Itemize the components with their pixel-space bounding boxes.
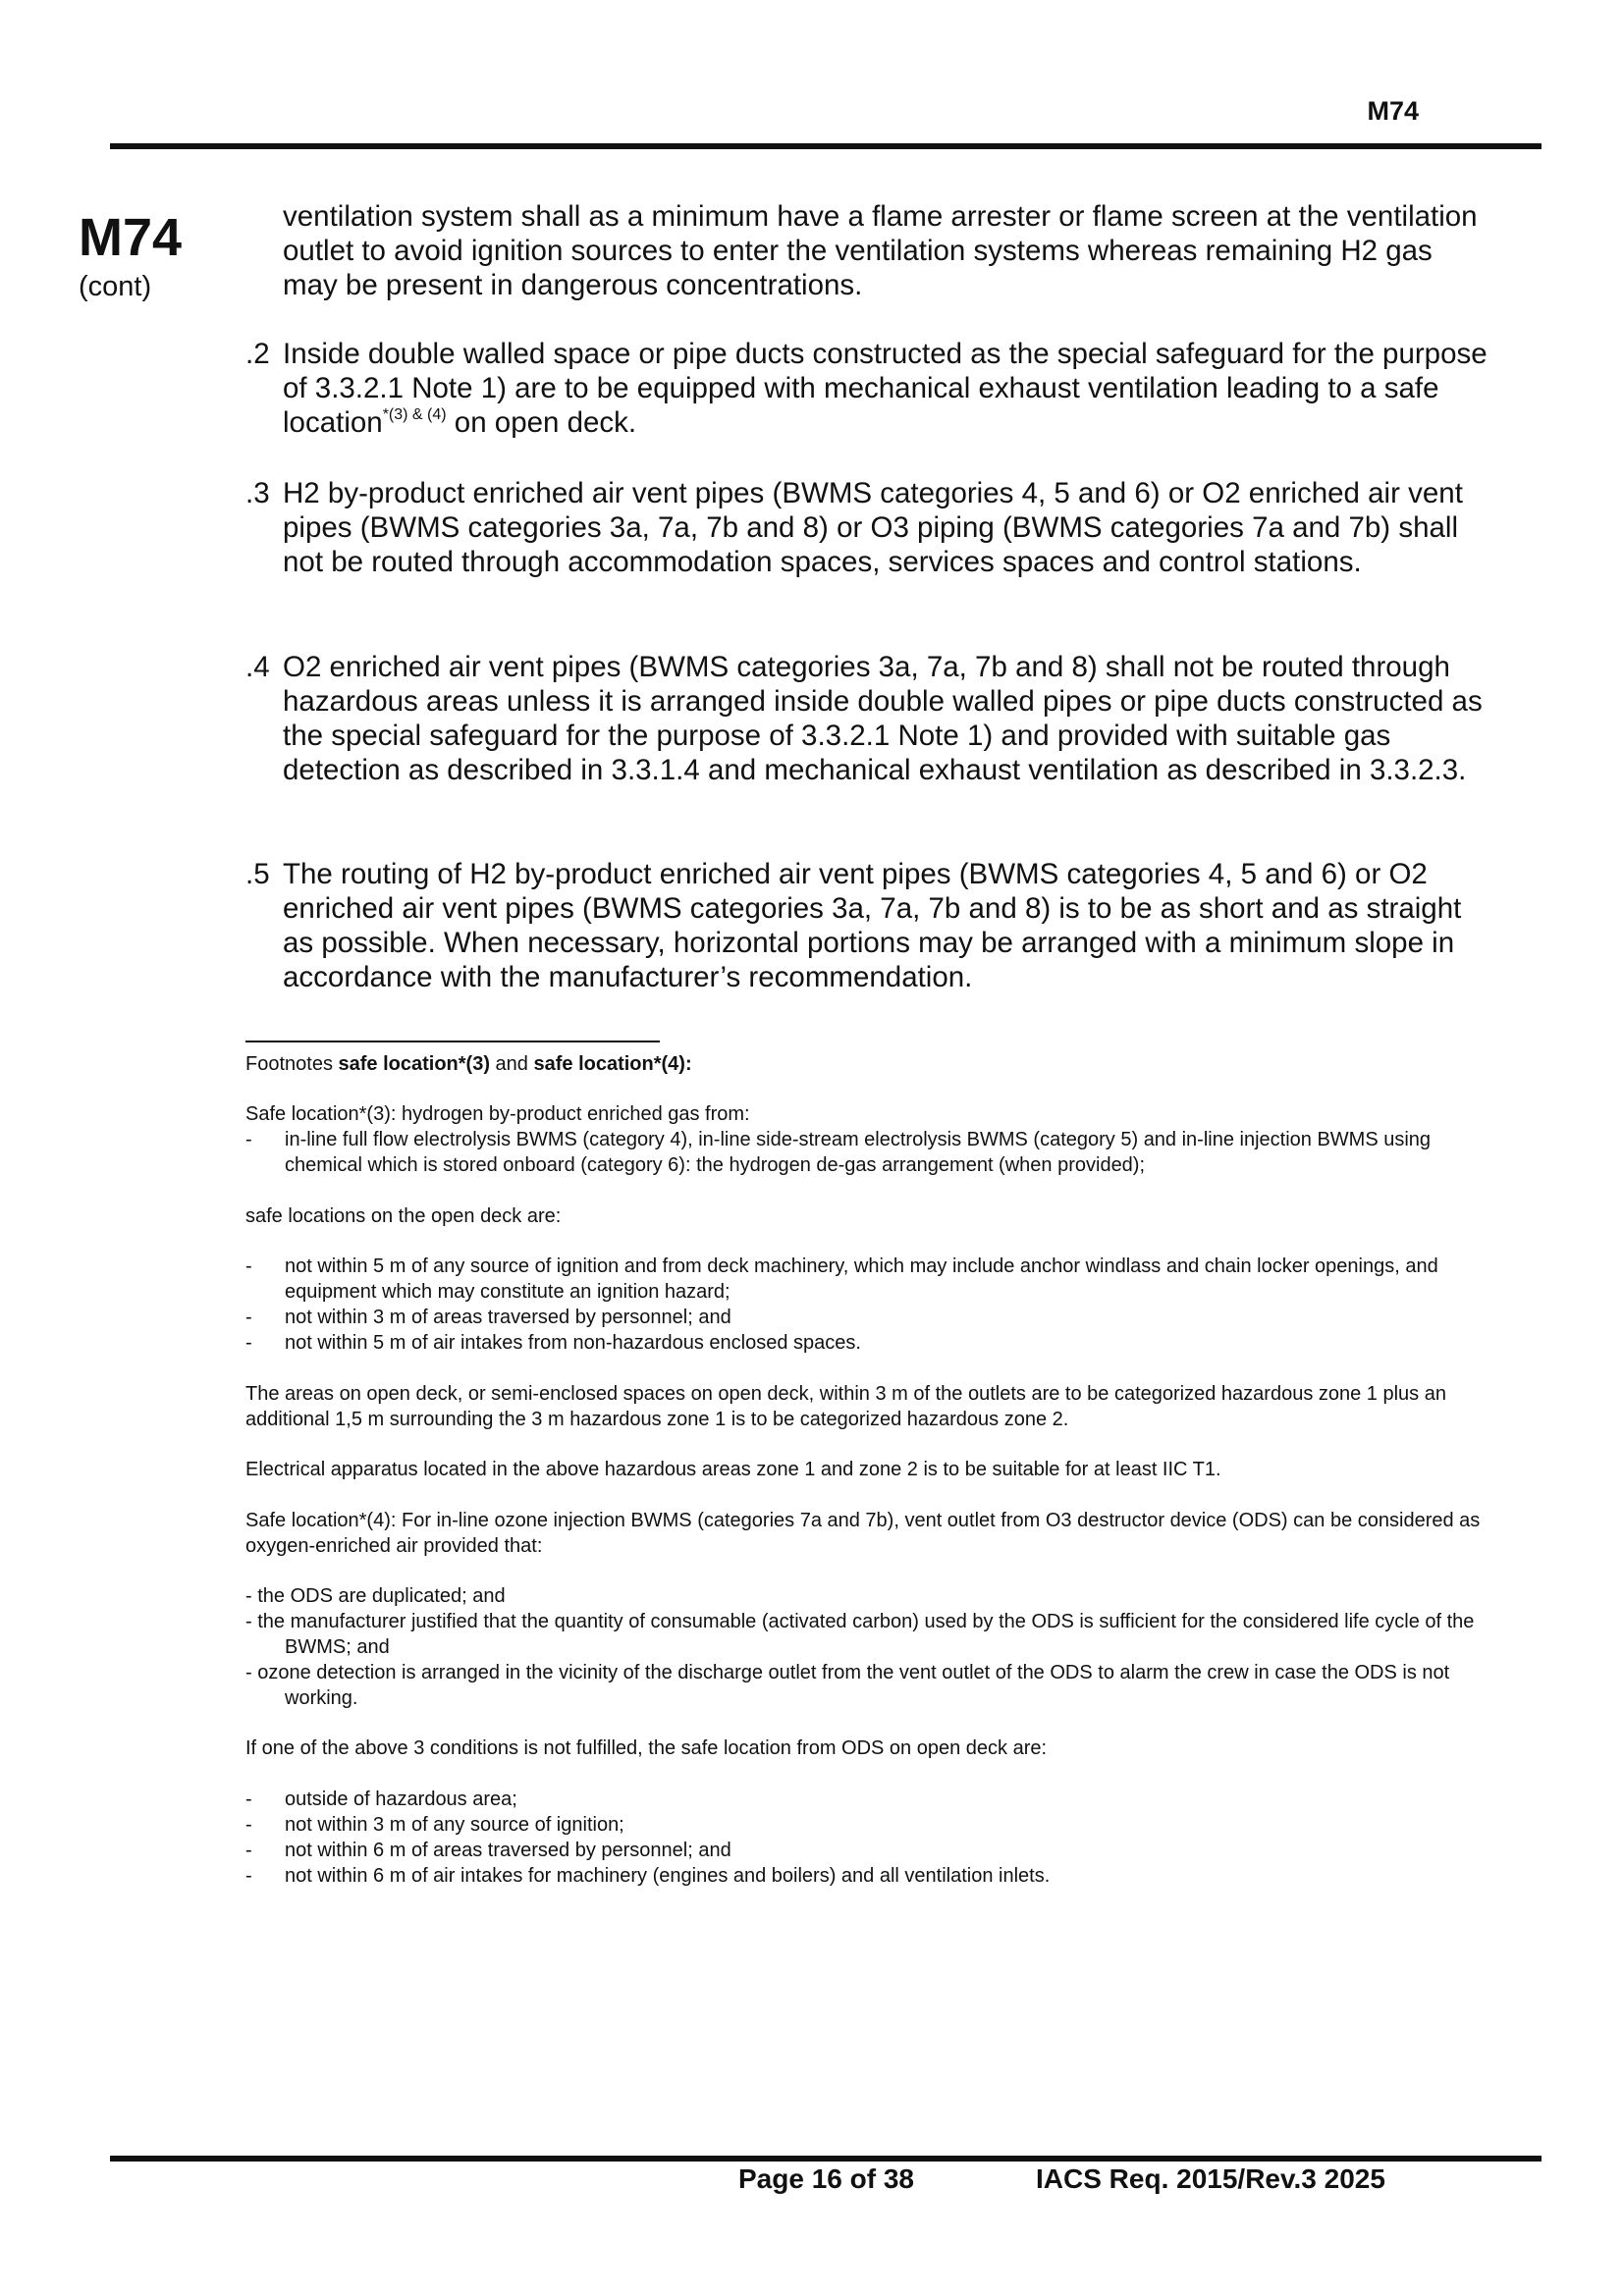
list-item-text: not within 6 m of air intakes for machinery (engines and boilers) and all ventilation inlets. bbox=[285, 1865, 1051, 1887]
list-item: - the ODS are duplicated; and bbox=[245, 1585, 506, 1607]
list-dash: - bbox=[245, 1814, 252, 1836]
paragraph-number: .5 bbox=[245, 858, 270, 890]
paragraph-number: .2 bbox=[245, 338, 270, 370]
list-item bbox=[245, 1863, 1492, 1889]
paragraph-text: H2 by-product enriched air vent pipes (BWMS categories 4, 5 and 6) or O2 enriched air vent pipes (BWMS categories 3a, 7a, 7b and 8) or O3 piping (BWMS categories 7a and 7b) shall not be routed through accommodation spaces, services spaces and control stations. bbox=[283, 477, 1463, 578]
footnote-heading-prefix: Footnotes bbox=[245, 1053, 339, 1075]
paragraph-text bbox=[283, 337, 1492, 440]
footnote-heading-mid: and bbox=[490, 1053, 534, 1075]
list-dash: - bbox=[245, 1865, 252, 1887]
list-item-text: not within 5 m of any source of ignition and from deck machinery, which may include anchor windlass and chain locker openings, and equipment which may constitute an ignition hazard; bbox=[285, 1255, 1438, 1303]
paragraph-3 bbox=[245, 476, 1492, 579]
list-dash: - bbox=[245, 1789, 252, 1810]
paragraph-text: O2 enriched air vent pipes (BWMS categories 3a, 7a, 7b and 8) shall not be routed through hazardous areas unless it is arranged inside double walled pipes or pipe ducts constructed as the special safeguard for the purpose of 3.3.2.1 Note 1) and provided with suitable gas detection as described in 3.3.1.4 and mechanical exhaust ventilation as described in 3.3.2.3. bbox=[283, 651, 1483, 786]
list-dash: - bbox=[245, 1332, 252, 1354]
footnote-safe-list bbox=[245, 1254, 1492, 1356]
footer-rule bbox=[110, 2156, 1542, 2162]
footnote-areas: The areas on open deck, or semi-enclosed spaces on open deck, within 3 m of the outlets are to be categorized hazardous zone 1 plus an additional 1,5 m surrounding the 3 m hazardous zone 1 is to be categorized hazardous zone 2. bbox=[245, 1383, 1446, 1430]
intro-paragraph: ventilation system shall as a minimum have a flame arrester or flame screen at the ventilation outlet to avoid ignition sources to enter the ventilation systems whereas remaining H2 gas may be present in dangerous concentrations. bbox=[283, 200, 1478, 301]
footnote-heading bbox=[245, 1051, 1492, 1077]
header-code: M74 bbox=[1367, 96, 1419, 126]
list-item-text: not within 6 m of areas traversed by personnel; and bbox=[285, 1840, 731, 1861]
list-dash: - bbox=[245, 1840, 252, 1861]
list-item-text: not within 3 m of any source of ignition; bbox=[285, 1814, 624, 1836]
paragraph-text: The routing of H2 by-product enriched air vent pipes (BWMS categories 4, 5 and 6) or O2 enriched air vent pipes (BWMS categories 3a, 7a, 7b and 8) is to be as short and as straight as possible. When necessary, horizontal portions may be arranged with a minimum slope in accordance with the manufacturer’s recommendation. bbox=[283, 858, 1462, 993]
paragraph-text-b: on open deck. bbox=[446, 406, 637, 439]
list-dash: - bbox=[245, 1255, 252, 1277]
list-item bbox=[245, 1812, 1492, 1838]
list-item bbox=[245, 1127, 1492, 1178]
footnote-sl4-intro: Safe location*(4): For in-line ozone injection BWMS (categories 7a and 7b), vent outlet from O3 destructor device (ODS) can be considered as oxygen-enriched air provided that: bbox=[245, 1510, 1481, 1557]
paragraph-text-a: Inside double walled space or pipe ducts constructed as the special safeguard for the purpose of 3.3.2.1 Note 1) are to be equipped with mechanical exhaust ventilation leading to a safe location bbox=[283, 338, 1488, 439]
footnote-heading-bold-2: safe location*(4): bbox=[533, 1053, 692, 1075]
list-item: - the manufacturer justified that the quantity of consumable (activated carbon) used by the ODS is sufficient for the considered life cycle of the BWMS; and bbox=[245, 1611, 1475, 1658]
list-dash: - bbox=[245, 1307, 252, 1328]
list-item bbox=[245, 1254, 1492, 1305]
list-item-text: outside of hazardous area; bbox=[285, 1789, 517, 1810]
list-item-text: not within 5 m of air intakes from non-hazardous enclosed spaces. bbox=[285, 1332, 861, 1354]
paragraph-number: .3 bbox=[245, 477, 270, 509]
footnote-conditions-intro: If one of the above 3 conditions is not fulfilled, the safe location from ODS on open deck are: bbox=[245, 1737, 1048, 1759]
footnote-sl3 bbox=[245, 1101, 1492, 1178]
list-item bbox=[245, 1787, 1492, 1812]
paragraph-5 bbox=[245, 857, 1492, 994]
side-cont: (cont) bbox=[79, 271, 152, 302]
footnote-safe-intro: safe locations on the open deck are: bbox=[245, 1205, 562, 1227]
paragraph-2 bbox=[245, 337, 1492, 440]
side-code: M74 bbox=[79, 208, 183, 267]
list-item: - ozone detection is arranged in the vicinity of the discharge outlet from the vent outlet of the ODS to alarm the crew in case the ODS is not working. bbox=[245, 1662, 1450, 1709]
paragraph-4 bbox=[245, 650, 1492, 787]
footnote-separator bbox=[245, 1041, 660, 1042]
footnote-heading-bold-1: safe location*(3) bbox=[338, 1053, 490, 1075]
list-dash: - bbox=[245, 1129, 252, 1150]
list-item-text: not within 3 m of areas traversed by personnel; and bbox=[285, 1307, 731, 1328]
superscript-ref: *(3) & (4) bbox=[382, 406, 447, 423]
list-item-text: in-line full flow electrolysis BWMS (category 4), in-line side-stream electrolysis BWMS (category 5) and in-line injection BWMS using chemical which is stored onboard (category 6): the hydrogen de-gas arrangement (when provided); bbox=[285, 1129, 1432, 1176]
list-item bbox=[245, 1305, 1492, 1330]
footnote-sl4-list bbox=[245, 1583, 1492, 1711]
paragraph-number: .4 bbox=[245, 651, 270, 683]
list-item bbox=[245, 1330, 1492, 1356]
footnote-electrical: Electrical apparatus located in the above hazardous areas zone 1 and zone 2 is to be suitable for at least IIC T1. bbox=[245, 1459, 1221, 1480]
page-number: Page 16 of 38 bbox=[738, 2163, 914, 2194]
footnote-conditions-list bbox=[245, 1787, 1492, 1889]
list-item bbox=[245, 1838, 1492, 1863]
header-rule bbox=[110, 143, 1542, 149]
footnote-sl3-intro: Safe location*(3): hydrogen by-product enriched gas from: bbox=[245, 1103, 750, 1125]
document-reference: IACS Req. 2015/Rev.3 2025 bbox=[1036, 2163, 1385, 2194]
